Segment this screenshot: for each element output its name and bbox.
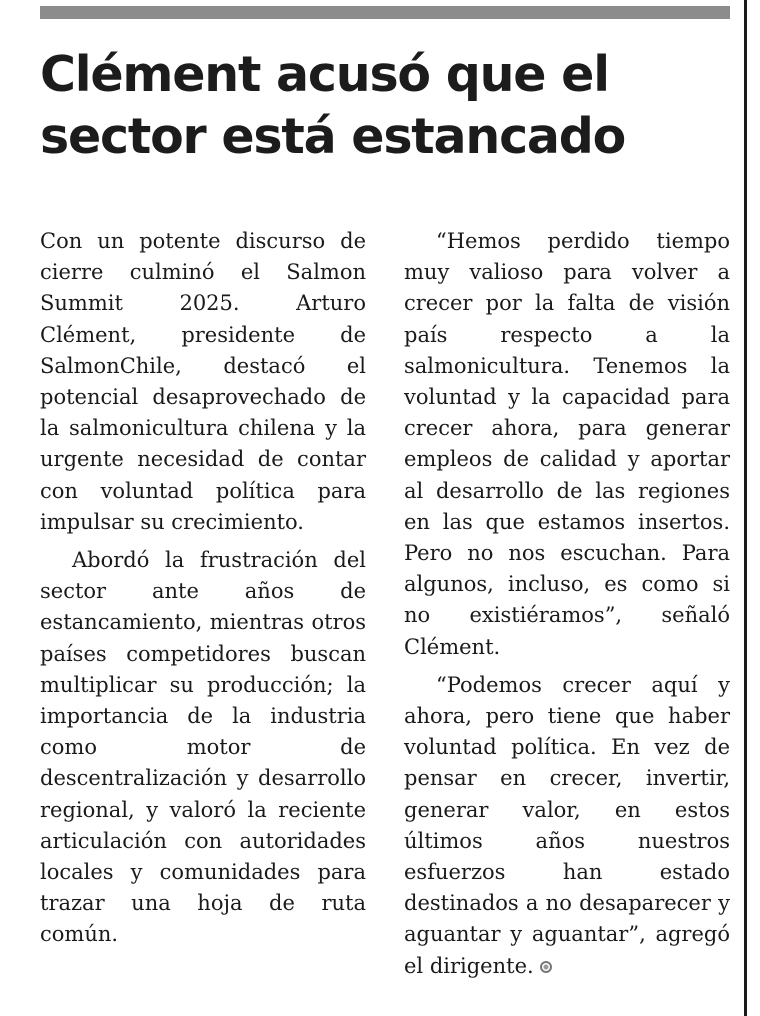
left-column: [40, 226, 366, 958]
right-column: [404, 226, 730, 989]
end-mark-icon: [540, 961, 552, 973]
top-rule: [40, 6, 730, 19]
right-paragraph-2-text: “Podemos crecer aquí y ahora, pero tiene que haber voluntad política. En vez de pensar en crecer, invertir, generar valor, en estos últimos años nuestros esfuerzos han estado destinados a no desaparecer y aguantar y aguantar”, agregó el dirigente.: [404, 672, 730, 978]
left-paragraph-1: Con un potente discurso de cierre culminó el Salmon Summit 2025. Arturo Clément, presidente de SalmonChile, destacó el potencial desaprovechado de la salmonicultura chilena y la urgente necesidad de contar con voluntad política para impulsar su crecimiento.: [40, 229, 366, 534]
right-paragraph-1: “Hemos perdido tiempo muy valioso para volver a crecer por la falta de visión país respecto a la salmonicultura. Tenemos la voluntad y la capacidad para crecer ahora, para generar empleos de calidad y aportar al desarrollo de las regiones en las que estamos insertos. Pero no nos escuchan. Para algunos, incluso, es como si no existiéramos”, señaló Clément.: [404, 229, 730, 659]
left-paragraph-2: Abordó la frustración del sector ante años de estancamiento, mientras otros países competidores buscan multiplicar su producción; la importancia de la industria como motor de descentralización y desarrollo regional, y valoró la reciente articulación con autoridades locales y comunidades para trazar una hoja de ruta común.: [40, 548, 366, 947]
right-paragraph-2: [404, 670, 730, 982]
headline: Clément acusó que el sector está estancado: [40, 46, 626, 165]
column-rule: [744, 0, 747, 1016]
